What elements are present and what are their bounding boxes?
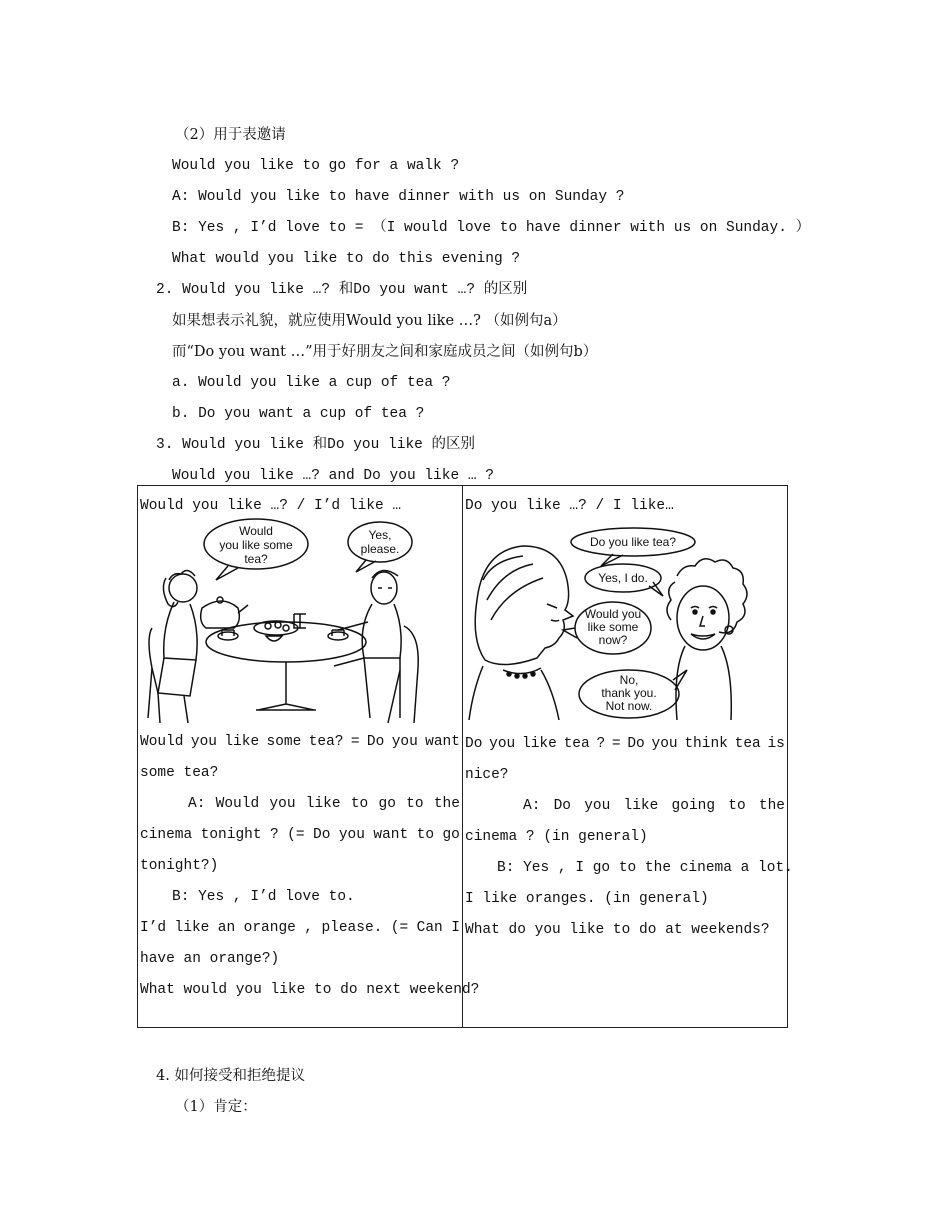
word: to [728,798,746,814]
word: (= [390,920,409,936]
word: an [217,920,236,936]
word: please. [321,920,383,936]
bubble-yes-text-2: please. [360,542,400,556]
word: Do [553,798,572,814]
bubble-would-text-3: tea? [244,552,268,566]
word: I’d [140,920,167,936]
word: you [651,736,678,752]
comparison-table [137,485,793,1028]
word: the [758,798,785,814]
tea-table-illustration [138,518,462,728]
invite-heading: （2）用于表邀请 [175,127,286,143]
word: like [174,920,210,936]
left-p4-line1 [140,918,460,938]
word: Can [416,920,443,936]
word: tea [563,736,590,752]
do-you-like-header: Do you like …? / I like… [465,498,674,514]
word: ? [270,827,279,843]
section4-heading: 4. 如何接受和拒绝提议 [156,1068,305,1084]
word: A: [188,796,206,812]
word: ? [596,736,606,752]
word: I [451,920,460,936]
word: Would [215,796,260,812]
left-p4-line2: have an orange?) [140,951,280,967]
right-p4: I like oranges. (in general) [465,891,709,907]
table-top [206,622,366,662]
word: Do [465,736,483,752]
bubble-would-now-text-2: like some [587,620,639,634]
word: some [266,734,302,750]
example-line-dinner-question: A: Would you like to have dinner with us on Sunday ? [172,189,625,205]
word: Do [366,734,385,750]
word: (= [287,827,305,843]
word: = [611,736,621,752]
word: you [190,734,217,750]
word: the [433,796,460,812]
word: tea [734,736,761,752]
example-line-dinner-answer: B: Yes , I’d love to = （I would love to have dinner with us on Sunday. ） [172,220,811,236]
do-you-like-cell [463,486,793,1028]
word: tea? [308,734,344,750]
example-line-walk: Would you like to go for a walk ? [172,158,460,174]
right-p1-line1 [465,734,785,754]
word: going [671,798,716,814]
word: to [406,796,424,812]
word: Do [627,736,645,752]
bubble-yes-i-do-text: Yes, I do. [598,571,648,585]
example-line-evening: What would you like to do this evening ? [172,251,521,267]
section2-example-a: a. Would you like a cup of tea ? [172,375,451,391]
left-p5: What would you like to do next weekend? [140,982,480,998]
right-p5: What do you like to do at weekends? [465,922,770,938]
section2-example-b: b. Do you want a cup of tea ? [172,406,425,422]
right-p3: B: Yes , I go to the cinema a lot. [497,860,793,876]
word: want [373,827,409,843]
bubble-no-text-1: No, [619,673,639,687]
section3-heading: 3. Would you like 和Do you like 的区别 [156,437,476,453]
word: you [584,798,611,814]
left-p2-line3: tonight?) [140,858,219,874]
word: you [338,827,365,843]
word: like [224,734,260,750]
word: is [767,736,785,752]
would-you-like-header: Would you like …? / I’d like … [140,498,402,514]
right-p2-line1 [523,796,785,816]
word: think [684,736,728,752]
section2-polite-note: 如果想表示礼貌，就应使用Would you like …? （如例句a） [172,313,567,329]
bubble-would-text-2: you like some [219,538,293,552]
word: to [350,796,369,812]
bubble-would-now-text-1: Would you [584,607,642,621]
bubble-do-you-like-text: Do you like tea? [589,535,677,549]
bubble-would-now-text-3: now? [598,633,628,647]
left-p3: B: Yes , I’d love to. [172,889,355,905]
section2-heading: 2. Would you like …? 和Do you want …? 的区别 [156,282,528,298]
right-p2-line2: cinema ? (in general) [465,829,648,845]
word: like [623,798,659,814]
word: Would [140,734,184,750]
word: cinema [140,827,193,843]
left-p1-line1 [140,732,460,752]
would-you-like-cell [138,486,480,1028]
word: , [304,920,313,936]
word: go [378,796,396,812]
section2-friends-note: 而“Do you want …”用于好朋友之间和家庭成员之间（如例句b） [172,344,598,360]
section3-subheading: Would you like …? and Do you like … ? [172,468,494,484]
left-p2-line2 [140,825,460,845]
section4-sub: （1）肯定： [175,1099,257,1115]
word: like [522,736,557,752]
bubble-yes-text-1: Yes, [368,528,392,542]
word: Do [313,827,331,843]
bubble-no-text-2: thank you. [601,686,657,700]
bubble-would-text-1: Would [239,524,273,538]
word: want [425,734,460,750]
word: go [442,827,460,843]
left-p1-line2: some tea? [140,765,219,781]
two-women-illustration [463,520,787,730]
right-p1-line2: nice? [465,767,509,783]
word: A: [523,798,541,814]
left-p2-line1 [188,794,460,814]
word: you [269,796,296,812]
word: you [391,734,418,750]
word: orange [243,920,296,936]
word: tonight [200,827,262,843]
word: you [489,736,516,752]
bubble-no-text-3: Not now. [605,699,653,713]
word: = [350,734,360,750]
word: to [416,827,435,843]
word: like [305,796,341,812]
